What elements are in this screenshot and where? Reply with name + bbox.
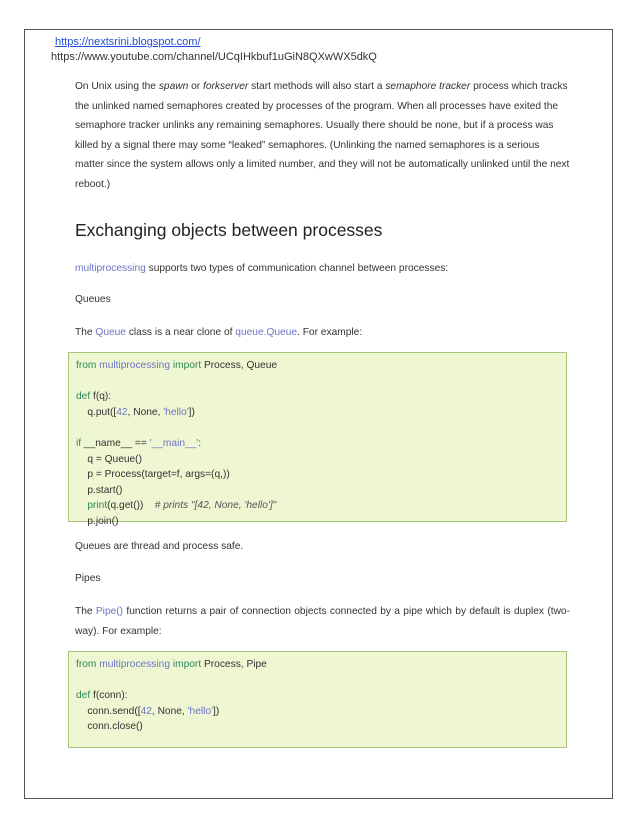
code-text: ])	[213, 705, 220, 717]
code-text: q.put([	[76, 406, 117, 418]
code-line-blank	[76, 374, 559, 390]
string-literal: '__main__'	[149, 437, 199, 449]
code-line: q = Queue()	[76, 453, 142, 465]
keyword: from	[76, 659, 97, 670]
code-comment: # prints "[42, None, 'hello']"	[154, 500, 277, 512]
text: function returns a pair of connection objects connected by a pipe which by default is duplex (two-way). For example:	[75, 606, 570, 637]
code-text: :	[198, 437, 202, 449]
code-line: p.join()	[76, 515, 119, 527]
text: The	[75, 606, 96, 617]
code-line: p.start()	[76, 484, 123, 496]
text: or	[188, 81, 203, 92]
code-text: , None,	[151, 705, 188, 717]
blog-link[interactable]: https://nextsrini.blogspot.com/	[55, 36, 201, 48]
queue-queue-link[interactable]: queue.Queue	[235, 327, 298, 338]
code-text: (q.get())	[107, 500, 155, 512]
paragraph-semaphore-tracker	[75, 77, 570, 195]
code-line	[76, 436, 559, 452]
keyword: import	[172, 659, 202, 670]
paragraph-pipe	[75, 602, 570, 641]
pipe-link[interactable]: Pipe()	[95, 606, 124, 617]
multiprocessing-link[interactable]: multiprocessing	[75, 263, 146, 274]
spawn-term: spawn	[158, 81, 189, 92]
code-text: ])	[188, 406, 195, 418]
code-text: f(conn):	[90, 690, 128, 702]
text: . For example:	[297, 327, 363, 338]
code-line: conn.close()	[76, 721, 143, 733]
code-text: f(q):	[90, 391, 112, 403]
text: supports two types of communication channel between processes:	[145, 263, 449, 274]
pipes-title: Pipes	[75, 573, 101, 584]
code-line	[76, 657, 559, 673]
text: start methods will also start a	[248, 81, 386, 92]
paragraph-queue	[75, 323, 570, 343]
code-text: __name__ ==	[81, 437, 150, 449]
string-literal: 'hello'	[163, 406, 189, 418]
queue-link[interactable]: Queue	[95, 327, 126, 338]
text: The	[75, 327, 96, 338]
text: process which tracks the unlinked named semaphores created by processes of the program. When all processes have exited the semaphore tracker unlinks any remaining semaphores. Usually there should be none, but if a process was killed by a signal there may some “leaked” semaphores. (Unlinking the named semaphores is a serious matter since the system allows only a limited number, and they will not be automatically unlinked until the next reboot.)	[75, 81, 570, 190]
text: class is a near clone of	[125, 327, 236, 338]
queues-title: Queues	[75, 294, 111, 305]
youtube-url: https://www.youtube.com/channel/UCqIHkbuf1uGiN8QXwWX5dkQ	[51, 51, 377, 63]
forkserver-term: forkserver	[203, 81, 249, 92]
code-line	[76, 358, 559, 374]
module-name: multiprocessing	[99, 659, 170, 670]
keyword: from	[76, 360, 97, 371]
code-line	[76, 688, 559, 704]
keyword: import	[172, 360, 202, 371]
section-heading: Exchanging objects between processes	[75, 220, 383, 240]
code-line-blank	[76, 420, 559, 436]
builtin-function: print	[87, 500, 108, 512]
number-literal: 42	[116, 406, 128, 418]
code-line	[76, 405, 559, 421]
code-text: , None,	[127, 406, 164, 418]
keyword: if	[76, 437, 82, 449]
code-line	[76, 498, 559, 514]
code-text: Process, Pipe	[201, 659, 267, 670]
code-text: conn.send([	[76, 705, 141, 717]
keyword: def	[76, 391, 91, 403]
code-line	[76, 389, 559, 405]
string-literal: 'hello'	[187, 705, 214, 717]
paragraph-channels	[75, 259, 570, 279]
text: On Unix using the	[75, 81, 159, 92]
paragraph-thread-safe: Queues are thread and process safe.	[75, 541, 244, 552]
module-name: multiprocessing	[99, 360, 170, 371]
code-line	[76, 704, 559, 720]
number-literal: 42	[140, 705, 152, 717]
semaphore-tracker-term: semaphore tracker	[385, 81, 471, 92]
code-block-queue	[68, 352, 567, 527]
keyword: def	[76, 690, 91, 702]
code-text: Process, Queue	[201, 360, 278, 371]
code-line: p = Process(target=f, args=(q,))	[76, 469, 230, 481]
code-block-pipe	[68, 651, 567, 748]
code-line-blank	[76, 673, 559, 689]
